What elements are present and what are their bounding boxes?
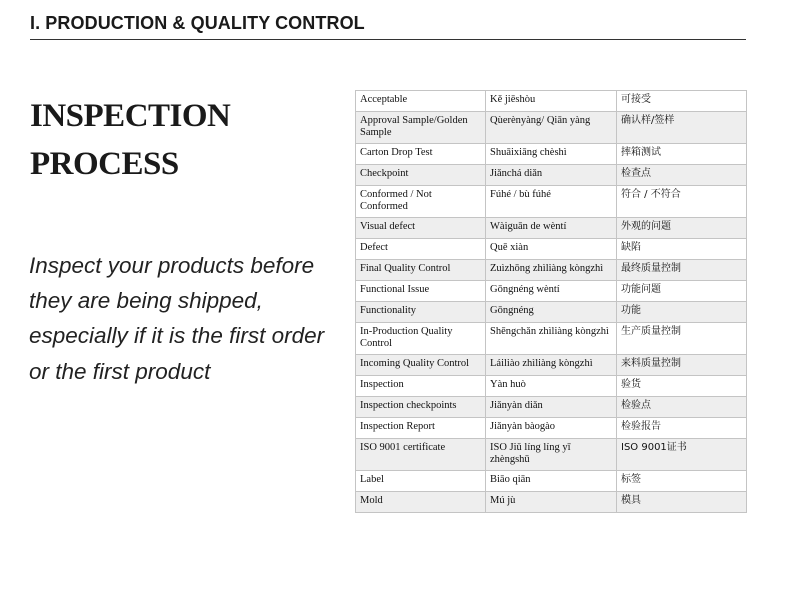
term-pinyin: Gōngnéng <box>486 302 617 323</box>
term-pinyin: Biāo qiān <box>486 471 617 492</box>
table-row <box>356 471 747 492</box>
term-english: Inspection <box>356 376 486 397</box>
term-chinese: 摔箱测试 <box>617 144 747 165</box>
page-title <box>30 92 230 188</box>
term-english: Inspection Report <box>356 418 486 439</box>
term-pinyin: Fúhé / bù fúhé <box>486 186 617 218</box>
term-english: Label <box>356 471 486 492</box>
term-english: Defect <box>356 239 486 260</box>
term-pinyin: Mú jù <box>486 492 617 513</box>
term-english: Incoming Quality Control <box>356 355 486 376</box>
term-pinyin: Jiǎnyàn bàogào <box>486 418 617 439</box>
table-row <box>356 355 747 376</box>
term-chinese: 最终质量控制 <box>617 260 747 281</box>
term-pinyin: Shuāixiāng chèshì <box>486 144 617 165</box>
table-row <box>356 165 747 186</box>
page-subtitle: Inspect your products before they are being shipped, especially if it is the first order or the first product <box>29 253 325 384</box>
table-row <box>356 144 747 165</box>
term-chinese: 可接受 <box>617 91 747 112</box>
term-pinyin: Wàiguān de wèntí <box>486 218 617 239</box>
term-english: Functionality <box>356 302 486 323</box>
table-row <box>356 260 747 281</box>
term-english: Checkpoint <box>356 165 486 186</box>
term-english: Final Quality Control <box>356 260 486 281</box>
term-chinese: 功能问题 <box>617 281 747 302</box>
term-english: Functional Issue <box>356 281 486 302</box>
term-chinese: 确认样/签样 <box>617 112 747 144</box>
term-pinyin: Quē xiàn <box>486 239 617 260</box>
term-english: Acceptable <box>356 91 486 112</box>
table-row <box>356 418 747 439</box>
term-pinyin: Kě jiēshòu <box>486 91 617 112</box>
term-english: Carton Drop Test <box>356 144 486 165</box>
term-english: Approval Sample/Golden Sample <box>356 112 486 144</box>
term-chinese: ISO 9001证书 <box>617 439 747 471</box>
term-english: Inspection checkpoints <box>356 397 486 418</box>
term-english: In-Production Quality Control <box>356 323 486 355</box>
term-chinese: 标签 <box>617 471 747 492</box>
term-chinese: 来料质量控制 <box>617 355 747 376</box>
term-english: ISO 9001 certificate <box>356 439 486 471</box>
term-pinyin: Shēngchǎn zhìliàng kòngzhì <box>486 323 617 355</box>
glossary-table <box>355 90 747 513</box>
term-pinyin: Jiǎnchá diǎn <box>486 165 617 186</box>
term-english: Mold <box>356 492 486 513</box>
table-row <box>356 281 747 302</box>
term-chinese: 检查点 <box>617 165 747 186</box>
term-english: Visual defect <box>356 218 486 239</box>
table-row <box>356 439 747 471</box>
glossary-table-container <box>355 90 746 513</box>
table-row <box>356 186 747 218</box>
table-row <box>356 91 747 112</box>
term-pinyin: Jiǎnyàn diǎn <box>486 397 617 418</box>
term-chinese: 功能 <box>617 302 747 323</box>
table-row <box>356 239 747 260</box>
term-pinyin: Gōngnéng wèntí <box>486 281 617 302</box>
table-row <box>356 218 747 239</box>
term-chinese: 缺陷 <box>617 239 747 260</box>
table-row <box>356 397 747 418</box>
table-row <box>356 323 747 355</box>
term-chinese: 检验报告 <box>617 418 747 439</box>
section-title: I. PRODUCTION & QUALITY CONTROL <box>30 13 365 33</box>
table-row <box>356 112 747 144</box>
term-pinyin: ISO Jiǔ líng líng yī zhèngshū <box>486 439 617 471</box>
term-chinese: 检验点 <box>617 397 747 418</box>
term-chinese: 外观的问题 <box>617 218 747 239</box>
term-pinyin: Qùerènyàng/ Qiān yàng <box>486 112 617 144</box>
term-pinyin: Yàn huò <box>486 376 617 397</box>
table-row <box>356 376 747 397</box>
page-title-line-1: INSPECTION <box>30 98 231 134</box>
table-row <box>356 492 747 513</box>
section-header <box>30 12 746 40</box>
page-title-line-2: PROCESS <box>30 146 179 182</box>
term-chinese: 模具 <box>617 492 747 513</box>
term-chinese: 符合 / 不符合 <box>617 186 747 218</box>
term-chinese: 验货 <box>617 376 747 397</box>
term-english: Conformed / Not Conformed <box>356 186 486 218</box>
term-pinyin: Zuìzhōng zhìliàng kòngzhì <box>486 260 617 281</box>
term-pinyin: Láiliào zhìliàng kòngzhì <box>486 355 617 376</box>
table-row <box>356 302 747 323</box>
term-chinese: 生产质量控制 <box>617 323 747 355</box>
